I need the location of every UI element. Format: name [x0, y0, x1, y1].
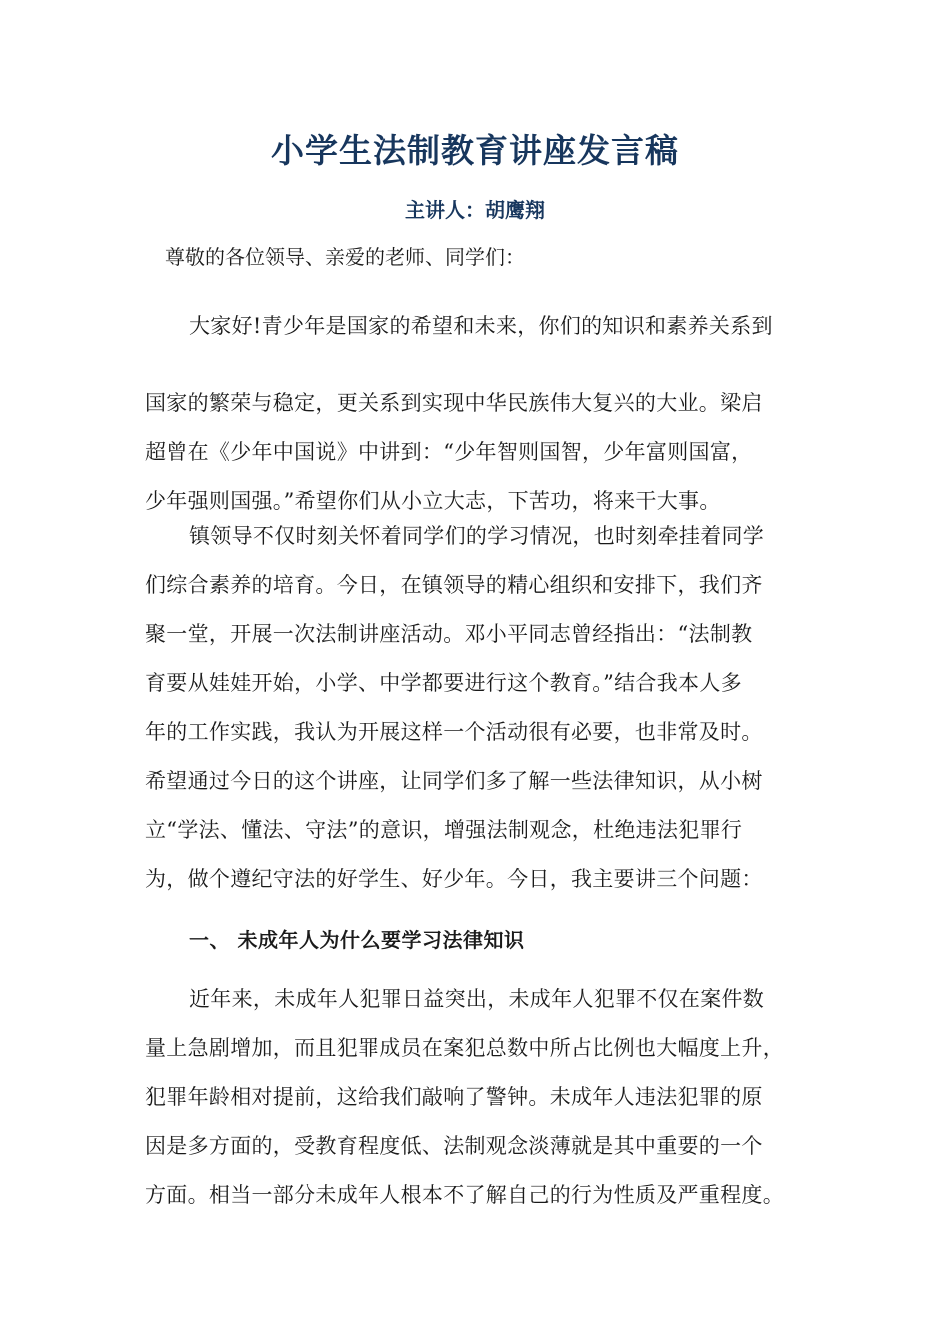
section-heading: 一、 未成年人为什么要学习法律知识 [189, 928, 525, 952]
paragraph-line: 近年来，未成年人犯罪日益突出，未成年人犯罪不仅在案件数 [189, 987, 765, 1011]
paragraph-1 [145, 302, 805, 526]
paragraph-line: 超曾在《少年中国说》中讲到：“少年智则国智，少年富则国富， [145, 440, 753, 464]
document-title: 小学生法制教育讲座发言稿 [271, 131, 679, 170]
paragraph-line: 年的工作实践，我认为开展这样一个活动很有必要，也非常及时。 [145, 720, 763, 744]
paragraph-line: 方面。相当一部分未成年人根本不了解自己的行为性质及严重程度。 [145, 1183, 784, 1207]
paragraph-line: 育要从娃娃开始，小学、中学都要进行这个教育。”结合我本人多 [145, 671, 742, 695]
paragraph-2 [145, 512, 805, 904]
speaker-line: 主讲人：胡鹰翔 [405, 198, 545, 222]
paragraph-3 [145, 975, 805, 1220]
paragraph-line: 立“学法、懂法、守法”的意识，增强法制观念，杜绝违法犯罪行 [145, 818, 743, 842]
paragraph-line: 镇领导不仅时刻关怀着同学们的学习情况，也时刻牵挂着同学 [189, 524, 765, 548]
paragraph-line: 国家的繁荣与稳定，更关系到实现中华民族伟大复兴的大业。梁启 [145, 391, 763, 415]
paragraph-line: 大家好!青少年是国家的希望和未来，你们的知识和素养关系到 [189, 314, 773, 338]
paragraph-line: 少年强则国强。”希望你们从小立大志，下苦功，将来干大事。 [145, 489, 721, 513]
paragraph-line: 希望通过今日的这个讲座，让同学们多了解一些法律知识，从小树 [145, 769, 763, 793]
paragraph-line: 聚一堂，开展一次法制讲座活动。邓小平同志曾经指出：“法制教 [145, 622, 753, 646]
paragraph-line: 们综合素养的培育。今日，在镇领导的精心组织和安排下，我们齐 [145, 573, 763, 597]
paragraph-line: 因是多方面的，受教育程度低、法制观念淡薄就是其中重要的一个 [145, 1134, 763, 1158]
paragraph-line: 量上急剧增加，而且犯罪成员在案犯总数中所占比例也大幅度上升， [145, 1036, 784, 1060]
paragraph-line: 犯罪年龄相对提前，这给我们敲响了警钟。未成年人违法犯罪的原 [145, 1085, 763, 1109]
salutation: 尊敬的各位领导、亲爱的老师、同学们： [165, 245, 525, 269]
paragraph-line: 为，做个遵纪守法的好学生、好少年。今日，我主要讲三个问题： [145, 867, 763, 891]
